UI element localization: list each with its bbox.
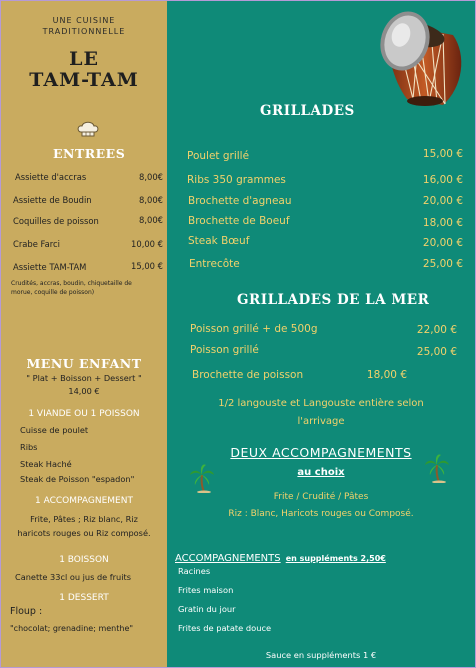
entree-name: Assiette d'accras xyxy=(15,172,87,182)
boisson-text: Canette 33cl ou jus de fruits xyxy=(15,572,131,582)
supplement-item: Frites maison xyxy=(178,585,234,595)
grillades-mer-heading: GRILLADES DE LA MER xyxy=(237,292,430,308)
entree-note-line-1: Crudités, accras, boudin, chiquetaille de xyxy=(11,280,132,287)
grillade-name: Ribs 350 grammes xyxy=(187,174,286,186)
mer-price: 22,00 € xyxy=(416,324,457,336)
deux-accomp-line-2: Riz : Blanc, Haricots rouges ou Composé. xyxy=(228,509,414,519)
langouste-note xyxy=(167,395,475,431)
menu-enfant-price: 14,00 € xyxy=(68,386,100,396)
entree-price: 15,00 € xyxy=(131,261,163,271)
grillade-name: Brochette de Boeuf xyxy=(188,215,290,227)
supplement-item: Frites de patate douce xyxy=(178,623,272,633)
accompagnement-heading: 1 ACCOMPAGNEMENT xyxy=(35,496,133,506)
dessert-heading: 1 DESSERT xyxy=(59,593,109,603)
dessert-line-2: "chocolat; grenadine; menthe" xyxy=(10,624,134,633)
mer-name: Poisson grillé xyxy=(190,344,259,356)
entree-name: Coquilles de poisson xyxy=(13,216,99,226)
viande-item: Steak de Poisson "espadon" xyxy=(20,474,135,484)
langouste-line-1: 1/2 langouste et Langouste entière selon xyxy=(218,398,424,409)
grillade-price: 18,00 € xyxy=(422,217,463,229)
viande-heading: 1 VIANDE OU 1 POISSON xyxy=(28,409,140,419)
supplement-item: Gratin du jour xyxy=(178,604,236,614)
deux-accomp-heading: DEUX ACCOMPAGNEMENTS xyxy=(230,445,412,460)
grillade-name: Brochette d'agneau xyxy=(188,195,292,207)
entree-price: 8,00€ xyxy=(139,172,163,182)
tam-tam-drum xyxy=(355,1,475,111)
left-panel xyxy=(1,1,167,667)
entrees-heading: ENTREES xyxy=(53,146,126,161)
supplements-heading xyxy=(175,546,386,565)
entree-name: Crabe Farci xyxy=(13,239,60,249)
boisson-heading: 1 BOISSON xyxy=(59,555,109,565)
tagline-line-1: UNE CUISINE xyxy=(52,16,116,25)
grillade-price: 20,00 € xyxy=(422,195,463,207)
entree-price: 8,00€ xyxy=(139,215,163,225)
supplements-price: en suppléments 2,50€ xyxy=(285,554,386,563)
right-panel xyxy=(167,1,475,667)
viande-item: Ribs xyxy=(20,442,38,452)
viande-item: Cuisse de poulet xyxy=(20,425,89,435)
viande-item: Steak Haché xyxy=(20,459,72,469)
grillade-name: Steak Bœuf xyxy=(188,235,250,247)
grillade-price: 16,00 € xyxy=(422,174,463,186)
entree-name: Assiette TAM-TAM xyxy=(13,262,87,272)
supplements-title: ACCOMPAGNEMENTS xyxy=(175,553,281,564)
entree-price: 8,00€ xyxy=(139,195,163,205)
dessert-line-1: Floup : xyxy=(10,606,43,617)
title-line-2: TAM-TAM xyxy=(29,69,139,91)
mer-price: 25,00 € xyxy=(416,346,457,358)
restaurant-title xyxy=(1,49,167,91)
palm-tree-icon xyxy=(424,453,450,483)
palm-tree-icon xyxy=(189,463,215,493)
menu-enfant-formula: " Plat + Boisson + Dessert " xyxy=(26,373,142,383)
grillade-price: 25,00 € xyxy=(422,258,463,270)
sauce-supplement: Sauce en suppléments 1 € xyxy=(265,650,377,660)
menu-enfant-heading: MENU ENFANT xyxy=(26,356,142,371)
grillades-heading: GRILLADES xyxy=(260,103,355,119)
accompagnement-line-2: haricots rouges ou Riz composé. xyxy=(17,528,151,538)
mer-name: Brochette de poisson xyxy=(192,369,304,381)
title-line-1: LE xyxy=(69,48,99,70)
tagline xyxy=(1,15,167,37)
entree-note-line-2: morue, coquille de poisson) xyxy=(11,289,95,296)
tagline-line-2: TRADITIONNELLE xyxy=(42,27,126,36)
entree-price: 10,00 € xyxy=(131,239,163,249)
mer-name: Poisson grillé + de 500g xyxy=(190,323,318,335)
deux-accomp-subheading: au choix xyxy=(297,467,345,478)
deux-accomp-line-1: Frite / Crudité / Pâtes xyxy=(273,492,369,502)
entree-name: Assiette de Boudin xyxy=(13,195,92,205)
grillade-name: Poulet grillé xyxy=(187,150,250,162)
grillade-price: 20,00 € xyxy=(422,237,463,249)
chef-hat-icon xyxy=(76,121,100,137)
mer-price: 18,00 € xyxy=(366,369,407,381)
grillade-name: Entrecôte xyxy=(189,258,240,270)
accompagnement-line-1: Frite, Pâtes ; Riz blanc, Riz xyxy=(30,514,138,524)
grillade-price: 15,00 € xyxy=(422,148,463,160)
entree-note xyxy=(11,279,132,297)
langouste-line-2: l'arrivage xyxy=(297,416,345,427)
supplement-item: Racines xyxy=(178,566,211,576)
